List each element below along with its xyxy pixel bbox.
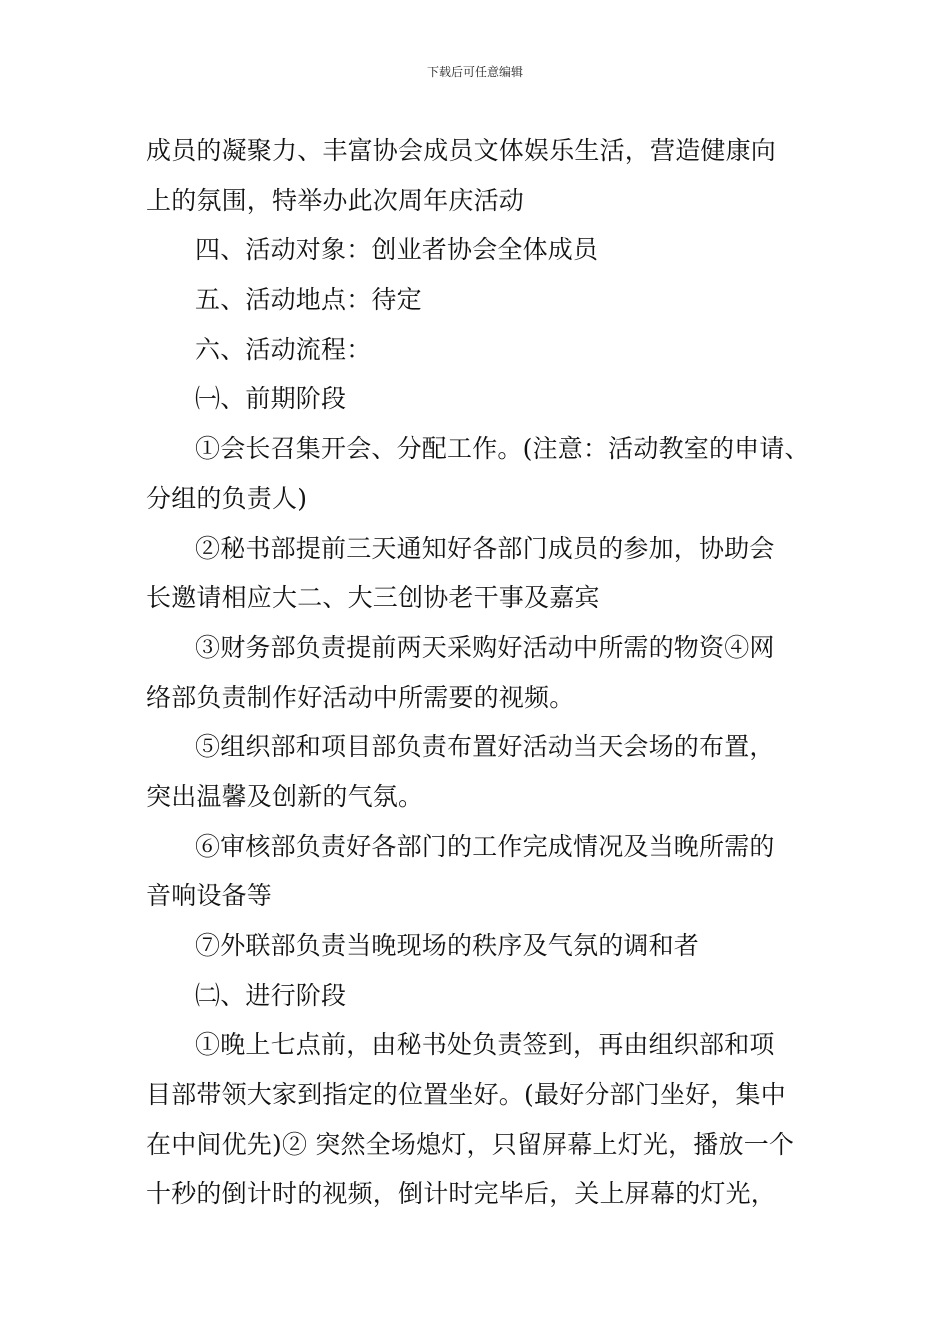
text-line: 在中间优先)② 突然全场熄灯，只留屏幕上灯光，播放一个 xyxy=(146,1129,795,1159)
text-line: 四、活动对象：创业者协会全体成员 xyxy=(195,235,599,265)
text-line: ㈠、前期阶段 xyxy=(195,384,347,414)
text-line: 突出温馨及创新的气氛。 xyxy=(146,781,424,811)
text-line: 六、活动流程： xyxy=(195,334,372,364)
text-line: ①晚上七点前，由秘书处负责签到，再由组织部和项 xyxy=(195,1030,775,1060)
document-body xyxy=(146,126,816,1219)
text-line: ①会长召集开会、分配工作。(注意：活动教室的申请、 xyxy=(195,434,810,464)
text-line: 成员的凝聚力、丰富协会成员文体娱乐生活，营造健康向 xyxy=(146,136,777,165)
text-line: 络部负责制作好活动中所需要的视频。 xyxy=(146,682,575,712)
text-line: 十秒的倒计时的视频，倒计时完毕后，关上屏幕的灯光， xyxy=(146,1179,777,1209)
text-line: ③财务部负责提前两天采购好活动中所需的物资④网 xyxy=(195,632,775,662)
text-line: 长邀请相应大二、大三创协老干事及嘉宾 xyxy=(146,583,600,613)
text-line: 分组的负责人) xyxy=(146,483,308,513)
text-line: 上的氛围，特举办此次周年庆活动 xyxy=(146,185,525,215)
header-note: 下载后可任意编辑 xyxy=(426,65,523,79)
text-line: 目部带领大家到指定的位置坐好。(最好分部门坐好，集中 xyxy=(146,1080,786,1110)
text-line: 音响设备等 xyxy=(146,881,273,911)
text-line: 五、活动地点：待定 xyxy=(195,285,422,315)
text-line: ⑤组织部和项目部负责布置好活动当天会场的布置， xyxy=(195,732,775,762)
text-line: ⑦外联部负责当晚现场的秩序及气氛的调和者 xyxy=(195,931,700,960)
text-line: ②秘书部提前三天通知好各部门成员的参加，协助会 xyxy=(195,533,775,563)
text-line: ㈡、进行阶段 xyxy=(195,980,347,1010)
text-line: ⑥审核部负责好各部门的工作完成情况及当晚所需的 xyxy=(195,831,775,861)
